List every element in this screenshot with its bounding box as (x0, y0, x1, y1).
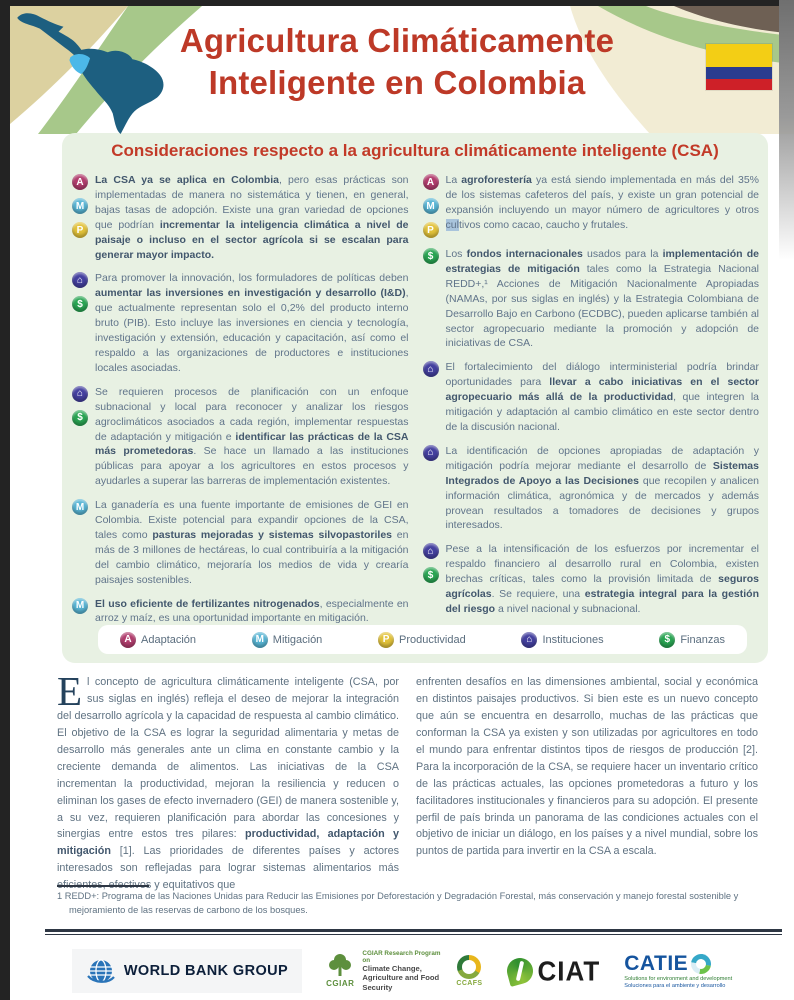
ccafs-label: CCAFS (456, 979, 483, 987)
considerations-panel (62, 133, 768, 663)
legend-label: Productividad (399, 633, 466, 646)
intro-paragraph-left: El concepto de agricultura climáticamente inteligente (CSA, por sus siglas en inglés) refleja el deseo de mejorar la integración del desarrollo agrícola y la capacidad de respuesta al cambio climático. El objetivo de la CSA es lograr la seguridad alimentaria y metas de desarrollo más generales ante un clima en constante cambio y la creciente demanda de alimentos. Las iniciativas de la CSA incrementan la productividad, mejoran la resiliencia y reducen o eliminan los gases de efecto invernadero (GEI) de manera sostenible y, a su vez, requieren planificación para abordar las concesiones y sinergias entre estos tres pilares: productividad, adaptación y mitigación [1]. Las prioridades de diferentes países y actores interesados son reflejadas para lograr sistemas alimentarios más eficientes, efectivos y equitativos que (57, 668, 399, 892)
considerations-column-left (71, 164, 409, 626)
page-border-left (0, 0, 10, 1000)
colombia-flag-icon (706, 44, 772, 90)
flag-red-band (706, 79, 772, 91)
consideration-text: Para promover la innovación, los formuladores de políticas deben aumentar las inversiones en investigación y desarrollo (I&D), que actualmente representan solo el 0,2% del producto interno bruto (PIB). Esto incluye las inversiones en ciencia y tecnología, investigación y extensión, educación y capacitación, así como el respaldo a las organizaciones de productores e instituciones locales asociadas. (95, 272, 409, 374)
catie-swoosh-icon (687, 950, 715, 978)
consideration-text: La CSA ya se aplica en Colombia, pero esas prácticas son implementadas de manera no sistemática y tienen, en general, bajas tasas de adopción. Existe una gran variedad de opciones que podrían incrementar la inteligencia climática a nivel de paisaje o incluso en el sector agrícola si se escalan para generar mayor impacto. (95, 174, 409, 261)
consideration-item (71, 498, 409, 587)
legend-item-mitigacion (252, 632, 323, 648)
category-icon-stack (71, 597, 89, 627)
consideration-text: El uso eficiente de fertilizantes nitrogenados, especialmente en arroz y maíz, es una oportunidad importante en mitigación. (95, 597, 409, 625)
world-bank-logo (72, 949, 302, 993)
consideration-text: Pese a la intensificación de los esfuerzos por incrementar el respaldo financiero al desarrollo rural en Colombia, existen brechas críticas, tales como la provisión limitada de seguros agrícolas. Se requiere, una estrategia integral para la gestión del riesgo a nivel nacional y subnacional. (445, 543, 759, 615)
cgiar-ccafs-logo (326, 950, 482, 992)
legend-item-adaptacion (120, 632, 196, 648)
intro-text (57, 668, 758, 894)
finanzas-icon: $ (423, 567, 439, 583)
adaptacion-icon: A (423, 174, 439, 190)
category-icon-stack (422, 542, 440, 617)
legend-item-finanzas (659, 632, 725, 648)
partner-logos (10, 942, 794, 1000)
consideration-text: Los fondos internacionales usados para la implementación de estrategias de mitigación tales como la Estrategia Nacional REDD+,¹ Acciones de Mitigación Nacionalmente Apropiadas (NAMAs, por sus siglas en inglés) y la Estrategia Colombiana de Desarrollo Bajo en Carbono (ECDBC), pueden aplicarse también al sector agropecuario mediante la promoción y adopción de iniciativas de CSA. (445, 248, 760, 350)
instituciones-icon: ⌂ (72, 386, 88, 402)
finanzas-icon: $ (423, 248, 439, 264)
footnote (57, 885, 763, 918)
footer-divider (45, 929, 782, 935)
page-title-line1: Agricultura Climáticamente (179, 22, 615, 59)
legend-label: Finanzas (680, 633, 725, 646)
legend-item-productividad (378, 632, 466, 648)
drop-cap: E (57, 668, 83, 714)
instituciones-icon: ⌂ (521, 632, 537, 648)
consideration-item (71, 597, 409, 627)
consideration-text: La agroforestería ya está siendo implementada en más del 35% de los sistemas cafeteros del país, y existe un gran potencial de expansión incluyendo un mayor número de agricultores y otros cultivos como cacao, caucho y frutales. (445, 174, 759, 231)
consideration-item (71, 271, 409, 375)
ccafs-mark (456, 955, 482, 987)
header (10, 6, 794, 134)
catie-label: CATIE (624, 952, 689, 976)
mitigacion-icon: M (252, 632, 268, 648)
considerations-column-right (422, 164, 760, 626)
legend-label: Mitigación (272, 633, 323, 646)
cgiar-tree-icon (328, 953, 352, 979)
finanzas-icon: $ (72, 296, 88, 312)
cgiar-focus-line: Climate Change, Agriculture and Food Security (362, 963, 440, 992)
page-title-line2: Inteligente en Colombia (208, 64, 586, 101)
finanzas-icon: $ (72, 410, 88, 426)
cgiar-program-line: CGIAR Research Program on (362, 949, 441, 964)
instituciones-icon: ⌂ (423, 543, 439, 559)
world-bank-label: WORLD BANK GROUP (123, 963, 289, 979)
finanzas-icon: $ (659, 632, 675, 648)
instituciones-icon: ⌂ (72, 272, 88, 288)
instituciones-icon: ⌂ (423, 445, 439, 461)
category-icon-stack (422, 360, 440, 435)
ciat-label: CIAT (537, 954, 601, 987)
page-title (170, 20, 624, 104)
consideration-item (422, 360, 760, 435)
productividad-icon: P (72, 222, 88, 238)
catie-tagline-es: Soluciones para el ambiente y desarrollo (624, 983, 726, 989)
category-icon-stack (422, 173, 440, 238)
productividad-icon: P (378, 632, 394, 648)
cgiar-program-text (362, 950, 448, 992)
adaptacion-icon: A (72, 174, 88, 190)
considerations-title: Consideraciones respecto a la agricultura climáticamente inteligente (CSA) (111, 141, 719, 160)
footnote-text: 1 REDD+: Programa de las Naciones Unidas para Reducir las Emisiones por Deforestación y Degradación Forestal, más conservación y manejo forestal sostenible y mejoramiento de las reservas de carbono de los bosques. (57, 891, 739, 915)
legend-label: Instituciones (542, 633, 604, 646)
footnote-rule (57, 885, 149, 887)
category-icon-stack (422, 247, 440, 351)
legend-bar (98, 625, 747, 654)
ciat-logo (507, 956, 601, 987)
cgiar-label: CGIAR (326, 979, 355, 989)
ciat-leaf-icon (504, 955, 536, 987)
consideration-text: La ganadería es una fuente importante de emisiones de GEI en Colombia. Existe potencial para expandir opciones de la CSA, tales como pasturas mejoradas y sistemas silvopastoriles en más de 3 millones de hectáreas, lo cual contribuiría a la mitigación del cambio climático, mejoraría los medios de vida y crearía paisajes sostenibles. (95, 499, 409, 586)
latin-america-map-icon (12, 8, 177, 136)
world-bank-globe-icon (86, 956, 116, 986)
consideration-text: El fortalecimiento del diálogo interministerial podría brindar oportunidades para llevar a cabo iniciativas en el sector agropecuario más allá de la productividad, que integren la mitigación y adaptación al cambio climático en este sector dentro de la discusión nacional. (445, 361, 759, 433)
productividad-icon: P (423, 222, 439, 238)
consideration-item (422, 247, 760, 351)
category-icon-stack (71, 271, 89, 375)
flag-blue-band (706, 67, 772, 79)
legend-label: Adaptación (141, 633, 197, 646)
ccafs-icon (457, 955, 481, 979)
consideration-text: Se requieren procesos de planificación con un enfoque subnacional y local para reconocer y analizar los riesgos agroclimáticos asociados a cada región, implementar respuestas de adaptación y mitigación e identificar las prácticas de la CSA más prometedoras. Se hace un llamado a las instituciones públicas para apoyar a los agricultores en estos procesos y ayudarles a superar las barreras de implementación existentes. (95, 385, 409, 488)
legend-item-instituciones (521, 632, 603, 648)
consideration-item (71, 173, 409, 262)
mitigacion-icon: M (423, 198, 439, 214)
cgiar-mark (326, 953, 354, 988)
page-border-top (0, 0, 794, 6)
mitigacion-icon: M (72, 499, 88, 515)
page-border-right (779, 0, 794, 260)
consideration-item (422, 444, 760, 533)
consideration-item (422, 173, 760, 238)
consideration-item (422, 542, 760, 617)
consideration-item (71, 385, 409, 489)
instituciones-icon: ⌂ (423, 361, 439, 377)
consideration-text: La identificación de opciones apropiadas de adaptación y mitigación podría mejorar mediante el desarrollo de Sistemas Integrados de Apoyo a las Decisiones que recopilen y analicen información climática, agronómica y de mercados y además provean resultados a tomadores de decisiones y grupos interesados. (445, 444, 759, 532)
considerations-columns (62, 164, 768, 626)
catie-logo (624, 952, 732, 989)
mitigacion-icon: M (72, 598, 88, 614)
category-icon-stack (422, 444, 440, 533)
category-icon-stack (71, 385, 89, 489)
intro-paragraph-right: enfrenten desafíos en las dimensiones ambiental, social y económica en distintos paisajes productivos. Si bien este es un nuevo concepto que aún se encuentra en desarrollo, muchas de las prácticas que conforman la CSA ya existen y son utilizadas por agricultores en todo el mundo para enfrentar distintos tipos de riesgos de producción [2]. Para la incorporación de la CSA, se requiere hacer un inventario crítico de las prácticas actuales, las opciones prometedoras a futuro y los facilitadores institucionales y financieros para su adopción. El presente perfil de país brinda un panorama de las condiciones actuales con el objetivo de iniciar un diálogo, en los países y a nivel mundial, sobre los puntos de partida para invertir en la CSA a escala. (416, 676, 758, 858)
category-icon-stack (71, 173, 89, 262)
category-icon-stack (71, 498, 89, 587)
catie-tagline-en: Solutions for environment and development (624, 976, 733, 983)
adaptacion-icon: A (120, 632, 136, 648)
mitigacion-icon: M (72, 198, 88, 214)
flag-yellow-band (706, 44, 772, 67)
